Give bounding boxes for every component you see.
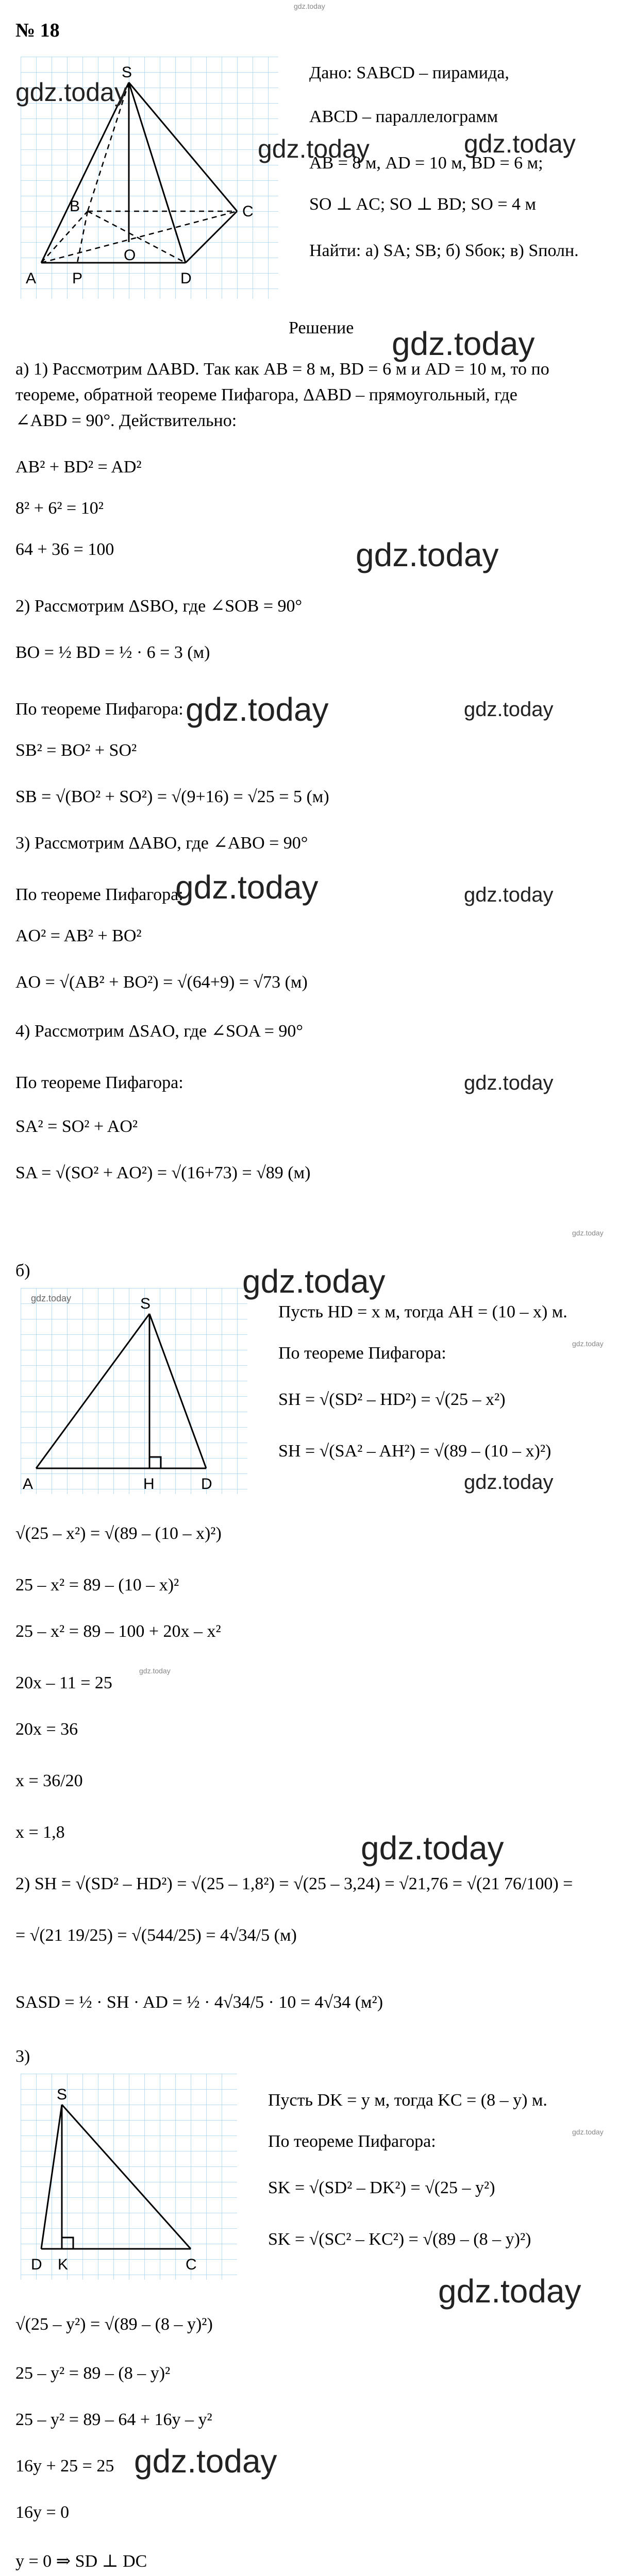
part-3-side-4: SK = √(SC² – KC²) = √(89 – (8 – y)²)	[268, 2230, 531, 2249]
part-b-line-6: x = 36/20	[15, 1771, 83, 1790]
part-3-line-2: 25 – y² = 89 – (8 – y)²	[15, 2364, 171, 2383]
label-A: A	[23, 1476, 34, 1493]
part-b-label: б)	[15, 1261, 30, 1280]
part-3-line-5: 16y = 0	[15, 2503, 70, 2522]
watermark: gdz.today	[464, 698, 554, 721]
watermark: gdz.today	[242, 1263, 386, 1300]
given-line-2: ABCD – параллелограмм	[309, 107, 498, 126]
label-S: S	[140, 1295, 151, 1312]
part-a-line-2: теореме, обратной теореме Пифагора, ΔABD – прямоугольный, где	[15, 385, 517, 404]
given-line-3: AB = 8 м, AD = 10 м, BD = 6 м;	[309, 154, 543, 173]
part-b-side-2: По теореме Пифагора:	[278, 1344, 446, 1363]
part-a-line-19: SA = √(SO² + AO²) = √(16+73) = √89 (м)	[15, 1163, 311, 1182]
watermark: gdz.today	[464, 1471, 554, 1494]
part-a-line-15: AO = √(AB² + BO²) = √(64+9) = √73 (м)	[15, 973, 308, 992]
watermark: gdz.today	[134, 2443, 277, 2480]
figure-b	[21, 1288, 247, 1494]
part-a-line-12: 3) Рассмотрим ΔABO, где ∠ABO = 90°	[15, 834, 308, 853]
label-S: S	[57, 2086, 68, 2103]
part-b-side-4: SH = √(SA² – AH²) = √(89 – (10 – x)²)	[278, 1442, 552, 1461]
watermark: gdz.today	[572, 2128, 604, 2136]
part-b-line-4: 20x – 11 = 25	[15, 1673, 112, 1692]
part-3-line-6: y = 0 ⇒ SD ⊥ DC	[15, 2552, 147, 2571]
watermark: gdz.today	[361, 1829, 504, 1867]
label-O: O	[124, 247, 136, 264]
part-a-line-11: SB = √(BO² + SO²) = √(9+16) = √25 = 5 (м)	[15, 787, 329, 806]
label-H: H	[143, 1476, 155, 1493]
part-a-line-6: 64 + 36 = 100	[15, 540, 114, 559]
label-P: P	[72, 270, 83, 287]
watermark: gdz.today	[464, 884, 554, 906]
part-a-line-18: SA² = SO² + AO²	[15, 1117, 138, 1136]
figure-3	[21, 2074, 237, 2280]
figure-b-svg	[21, 1288, 247, 1494]
label-D: D	[31, 2256, 42, 2273]
label-C: C	[186, 2256, 197, 2273]
label-B: B	[70, 198, 80, 215]
label-C: C	[242, 203, 254, 220]
part-b-side-3: SH = √(SD² – HD²) = √(25 – x²)	[278, 1390, 506, 1409]
part-3-line-4: 16y + 25 = 25	[15, 2456, 114, 2476]
part-a-line-4: AB² + BD² = AD²	[15, 457, 142, 477]
label-A: A	[26, 270, 37, 287]
watermark: gdz.today	[356, 536, 499, 573]
watermark: gdz.today	[572, 1340, 604, 1348]
part-a-line-10: SB² = BO² + SO²	[15, 741, 137, 760]
part-3-side-3: SK = √(SD² – DK²) = √(25 – y²)	[268, 2178, 495, 2197]
part-a-line-14: AO² = AB² + BO²	[15, 926, 142, 945]
problem-number: № 18	[15, 20, 60, 41]
watermark: gdz.today	[464, 1072, 554, 1094]
watermark: gdz.today	[31, 1293, 72, 1303]
label-D: D	[180, 270, 192, 287]
part-b-line-9: = √(21 19/25) = √(544/25) = 4√34/5 (м)	[15, 1926, 297, 1945]
watermark: gdz.today	[15, 78, 127, 107]
watermark: gdz.today	[572, 1229, 604, 1237]
part-a-line-7: 2) Рассмотрим ΔSBO, где ∠SOB = 90°	[15, 597, 303, 616]
part-a-line-8: BO = ½ BD = ½ · 6 = 3 (м)	[15, 643, 210, 662]
part-a-line-13: По теореме Пифагора:	[15, 885, 183, 904]
watermark: gdz.today	[438, 2273, 581, 2310]
watermark: gdz.today	[139, 1667, 171, 1675]
part-a-line-9: По теореме Пифагора:	[15, 700, 183, 719]
watermark: gdz.today	[186, 691, 329, 728]
part-3-side-2: По теореме Пифагора:	[268, 2132, 436, 2151]
part-b-side-1: Пусть HD = x м, тогда AH = (10 – x) м.	[278, 1302, 567, 1321]
part-b-line-8: 2) SH = √(SD² – HD²) = √(25 – 1,8²) = √(25 – 3,24) = √21,76 = √(21 76/100) =	[15, 1874, 573, 1893]
given-line-5: Найти: а) SA; SB; б) Sбок; в) Sполн.	[309, 241, 579, 260]
solution-title: Решение	[289, 318, 354, 337]
given-line-1: Дано: SABCD – пирамида,	[309, 63, 509, 82]
part-a-line-3: ∠ABD = 90°. Действительно:	[15, 411, 237, 430]
label-D: D	[201, 1476, 212, 1493]
label-S: S	[122, 64, 132, 81]
part-a-line-16: 4) Рассмотрим ΔSAO, где ∠SOA = 90°	[15, 1022, 303, 1041]
part-3-line-1: √(25 – y²) = √(89 – (8 – y)²)	[15, 2315, 213, 2334]
given-line-4: SO ⊥ AC; SO ⊥ BD; SO = 4 м	[309, 195, 537, 214]
part-3-side-1: Пусть DK = y м, тогда KC = (8 – y) м.	[268, 2091, 547, 2110]
part-3-label: 3)	[15, 2047, 30, 2066]
part-a-line-1: а) 1) Рассмотрим ΔABD. Так как AB = 8 м, BD = 6 м и AD = 10 м, то по	[15, 360, 549, 379]
part-a-line-17: По теореме Пифагора:	[15, 1073, 183, 1092]
watermark: gdz.today	[175, 869, 319, 906]
part-b-line-1: √(25 – x²) = √(89 – (10 – x)²)	[15, 1524, 222, 1543]
part-b-line-3: 25 – x² = 89 – 100 + 20x – x²	[15, 1622, 221, 1641]
watermark: gdz.today	[258, 134, 370, 163]
top-watermark: gdz.today	[294, 2, 325, 10]
part-3-line-3: 25 – y² = 89 – 64 + 16y – y²	[15, 2410, 212, 2429]
part-b-line-5: 20x = 36	[15, 1720, 78, 1739]
part-b-line-10: SASD = ½ · SH · AD = ½ · 4√34/5 · 10 = 4√34 (м²)	[15, 1993, 383, 2012]
part-a-line-5: 8² + 6² = 10²	[15, 499, 104, 518]
watermark: gdz.today	[392, 325, 535, 362]
watermark: gdz.today	[464, 129, 576, 158]
part-b-line-2: 25 – x² = 89 – (10 – x)²	[15, 1575, 179, 1595]
figure-3-svg	[21, 2074, 237, 2280]
label-K: K	[58, 2256, 69, 2273]
part-b-line-7: x = 1,8	[15, 1823, 65, 1842]
